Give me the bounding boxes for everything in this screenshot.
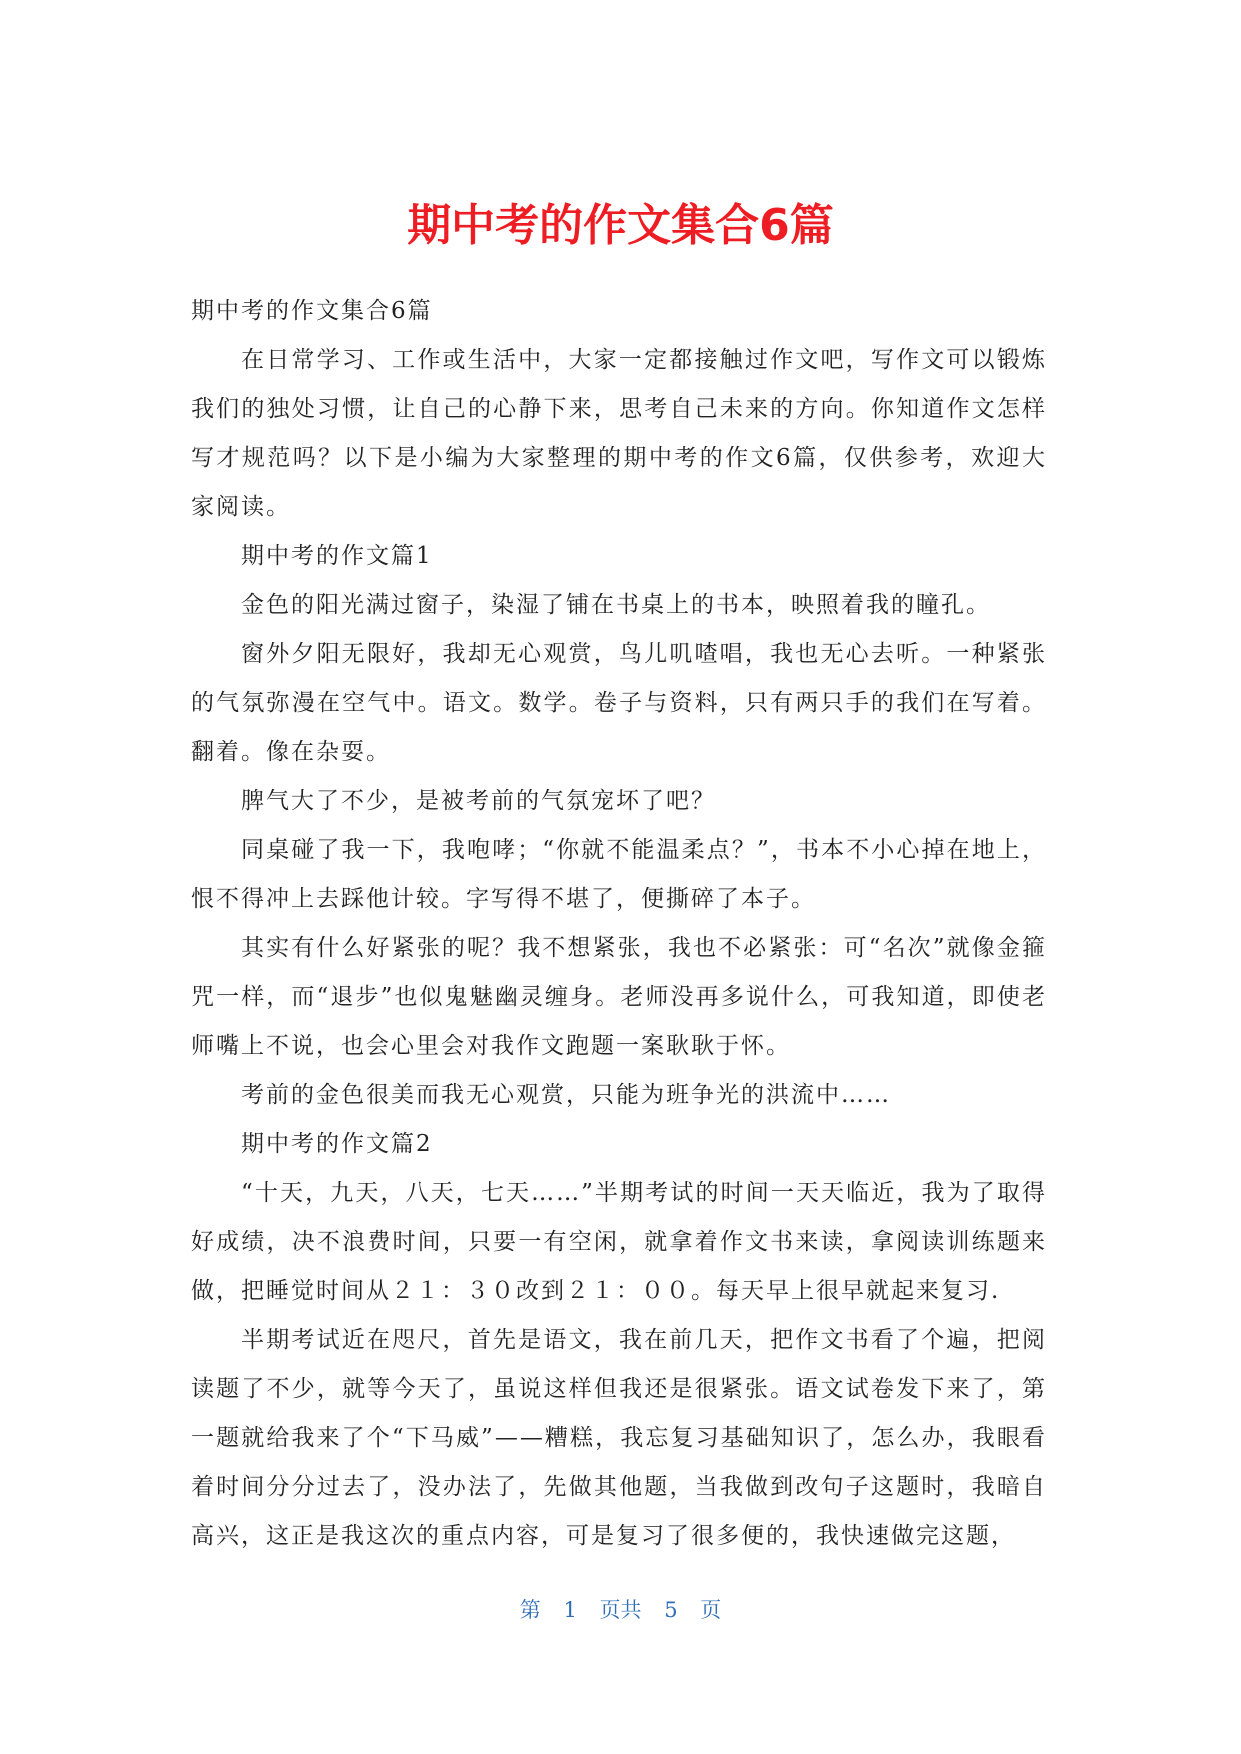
- document-body: [191, 287, 1047, 1561]
- paragraph: “十天，九天，八天，七天……”半期考试的时间一天天临近，我为了取得好成绩，决不浪费时间，只要一有空闲，就拿着作文书来读，拿阅读训练题来做，把睡觉时间从２１：３０改到２１：００。每天早上很早就起来复习.: [191, 1180, 1047, 1304]
- paragraph: 期中考的作文集合6篇: [191, 298, 433, 324]
- footer-middle: 页共: [599, 1598, 642, 1622]
- paragraph: 金色的阳光满过窗子，染湿了铺在书桌上的书本，映照着我的瞳孔。: [241, 592, 991, 618]
- document-title: 期中考的作文集合6篇: [407, 200, 834, 251]
- paragraph: 在日常学习、工作或生活中，大家一定都接触过作文吧，写作文可以锻炼我们的独处习惯，让自己的心静下来，思考自己未来的方向。你知道作文怎样写才规范吗？以下是小编为大家整理的期中考的作文6篇，仅供参考，欢迎大家阅读。: [191, 347, 1047, 520]
- footer-prefix: 第: [519, 1598, 541, 1622]
- paragraph: 同桌碰了我一下，我咆哮；“你就不能温柔点？”，书本不小心掉在地上，恨不得冲上去踩他计较。字写得不堪了，便撕碎了本子。: [191, 837, 1047, 912]
- paragraph: 半期考试近在咫尺，首先是语文，我在前几天，把作文书看了个遍，把阅读题了不少，就等今天了，虽说这样但我还是很紧张。语文试卷发下来了，第一题就给我来了个“下马威”——糟糕，我忘复习基础知识了，怎么办，我眼看着时间分分过去了，没办法了，先做其他题，当我做到改句子这题时，我暗自高兴，这正是我这次的重点内容，可是复习了很多便的，我快速做完这题，: [191, 1327, 1047, 1549]
- paragraph: 脾气大了不少，是被考前的气氛宠坏了吧？: [241, 788, 716, 814]
- paragraph: 其实有什么好紧张的呢？我不想紧张，我也不必紧张：可“名次”就像金箍咒一样，而“退步”也似鬼魅幽灵缠身。老师没再多说什么，可我知道，即使老师嘴上不说，也会心里会对我作文跑题一案耿耿于怀。: [191, 935, 1047, 1059]
- page-footer: [0, 1594, 1241, 1624]
- section-heading: 期中考的作文篇2: [241, 1131, 433, 1157]
- total-page-count: 5: [664, 1598, 678, 1622]
- paragraph: 窗外夕阳无限好，我却无心观赏，鸟儿叽喳唱，我也无心去听。一种紧张的气氛弥漫在空气中。语文。数学。卷子与资料，只有两只手的我们在写着。翻着。像在杂耍。: [191, 641, 1047, 765]
- section-heading: 期中考的作文篇1: [241, 543, 433, 569]
- footer-suffix: 页: [700, 1598, 722, 1622]
- current-page-number: 1: [563, 1598, 577, 1622]
- paragraph: 考前的金色很美而我无心观赏，只能为班争光的洪流中……: [241, 1082, 891, 1108]
